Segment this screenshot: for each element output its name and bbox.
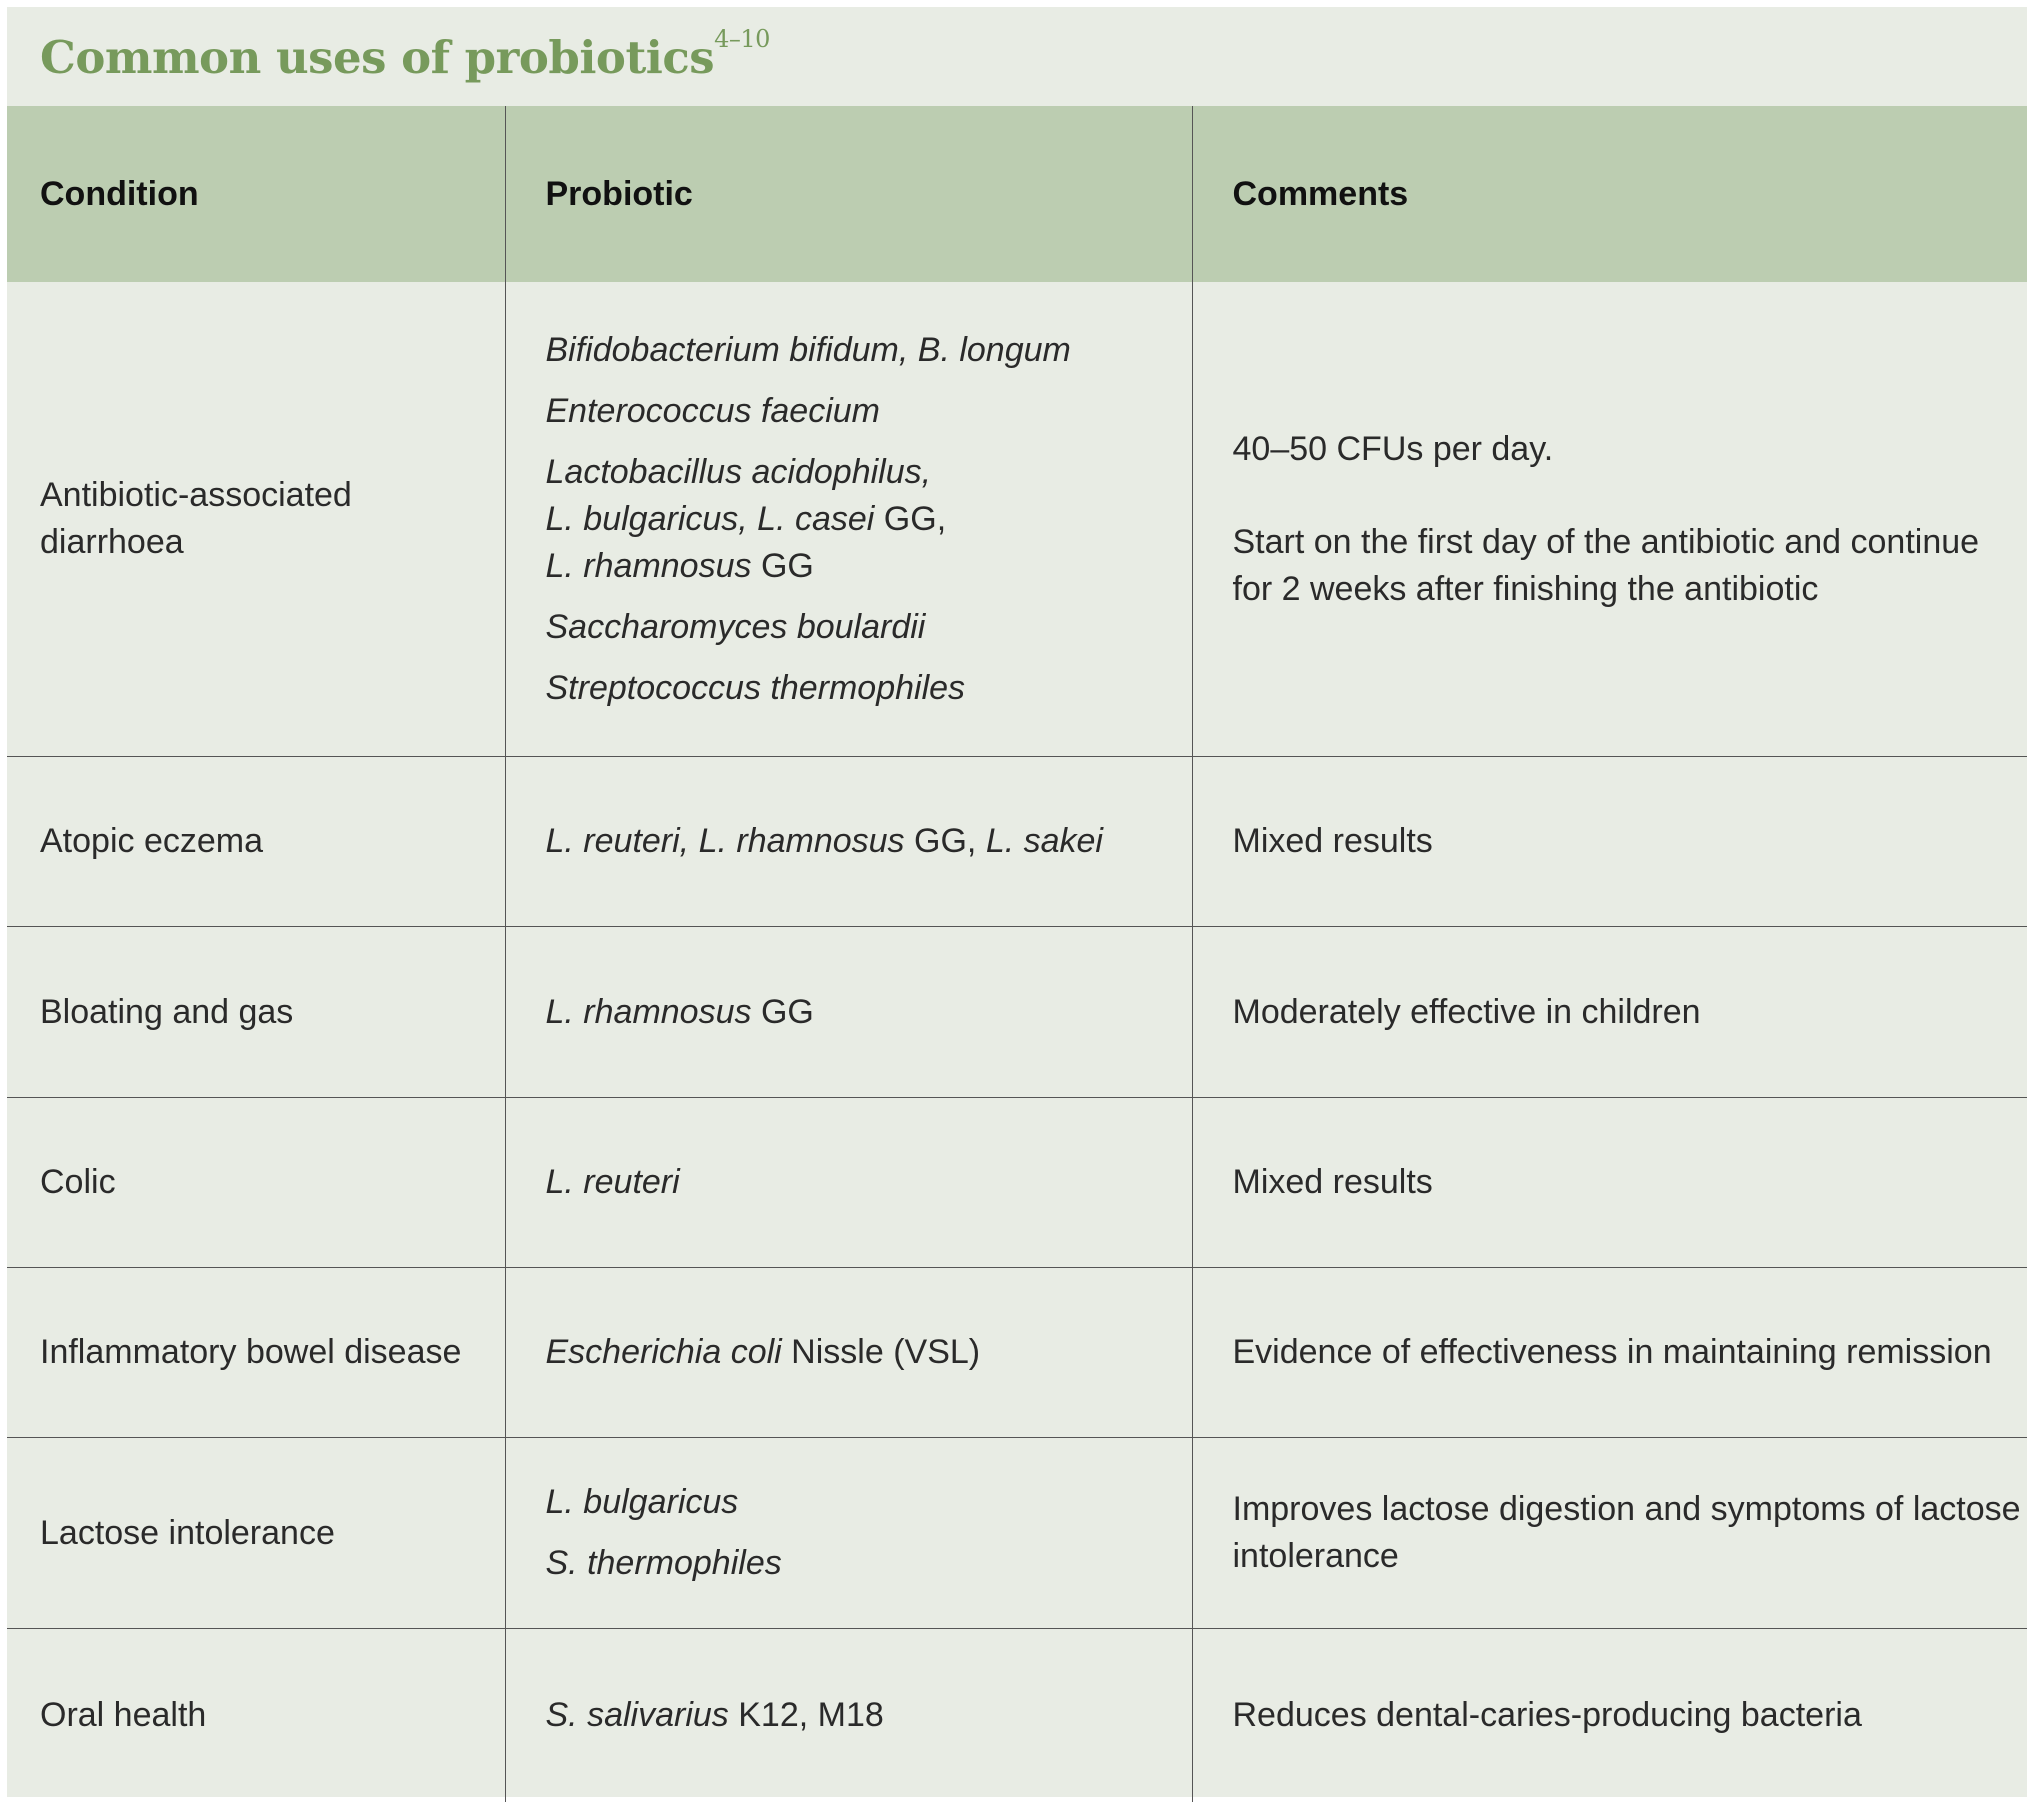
probiotic-entry: S. thermophiles [545, 1544, 782, 1582]
title-text: Common uses of probiotics [40, 31, 715, 84]
condition-cell: Colic [7, 1098, 505, 1268]
comments-cell: Improves lactose digestion and symptoms of lactose intolerance [1192, 1438, 2027, 1629]
probiotic-entry: Saccharomyces boulardii [545, 607, 926, 646]
strain-name: GG [760, 992, 814, 1031]
table-header [7, 106, 2027, 282]
probiotic-entry: Bifidobacterium bifidum, B. longum [545, 330, 1071, 369]
comments-cell: Reduces dental-caries-producing bacteria [1192, 1629, 2027, 1803]
probiotic-cell [505, 757, 1192, 927]
species-name: L. bulgaricus, L. casei [545, 499, 875, 538]
probiotic-entry: Enterococcus faecium [545, 391, 880, 430]
header-row [7, 106, 2027, 282]
probiotic-entry [546, 449, 1192, 590]
comments-cell: Mixed results [1192, 757, 2027, 927]
strain-name: GG, [883, 499, 947, 538]
probiotic-cell [505, 927, 1192, 1098]
probiotic-cell [505, 1438, 1192, 1629]
table-row [7, 1268, 2027, 1438]
table-row [7, 927, 2027, 1098]
species-name: L. sakei [985, 822, 1103, 860]
table-row [7, 282, 2027, 757]
table-body [7, 282, 2027, 1802]
comments-cell [1192, 282, 2027, 757]
strain-name: Nissle (VSL) [791, 1333, 981, 1371]
species-name: Lactobacillus acidophilus, [545, 452, 932, 491]
probiotic-cell [505, 1268, 1192, 1438]
comment-paragraph: Start on the first day of the antibiotic and continue for 2 weeks after finishing the antibiotic [1232, 522, 1980, 608]
probiotic-entry: L. bulgaricus [545, 1483, 739, 1521]
table-row [7, 1098, 2027, 1268]
condition-cell: Lactose intolerance [7, 1438, 505, 1629]
strain-name: GG [760, 546, 814, 585]
strain-name: GG, [914, 822, 977, 860]
probiotic-entry: Streptococcus thermophiles [545, 668, 966, 707]
species-name: L. reuteri, L. rhamnosus [545, 822, 905, 860]
condition-cell: Oral health [7, 1629, 505, 1803]
header-probiotic: Probiotic [505, 106, 1192, 282]
table-row [7, 1629, 2027, 1803]
strain-name: K12, M18 [738, 1696, 884, 1734]
species-name: L. rhamnosus [545, 546, 752, 585]
table-row [7, 757, 2027, 927]
condition-cell: Antibiotic-associated diarrhoea [40, 476, 352, 561]
probiotics-panel [7, 7, 2027, 1797]
table-title [40, 25, 770, 84]
species-name: S. salivarius [545, 1696, 729, 1734]
probiotic-cell [505, 282, 1192, 757]
species-name: L. rhamnosus [545, 992, 752, 1031]
species-name: Escherichia coli [545, 1333, 782, 1371]
condition-cell: Inflammatory bowel disease [7, 1268, 505, 1438]
header-comments: Comments [1192, 106, 2027, 282]
comments-cell: Mixed results [1192, 1098, 2027, 1268]
condition-cell: Atopic eczema [7, 757, 505, 927]
title-bar [7, 7, 2027, 106]
probiotics-table [7, 106, 2027, 1802]
title-reference: 4–10 [714, 25, 770, 53]
probiotic-cell [505, 1629, 1192, 1803]
condition-cell: Bloating and gas [7, 927, 505, 1098]
header-condition: Condition [7, 106, 505, 282]
table-row [7, 1438, 2027, 1629]
probiotic-cell [505, 1098, 1192, 1268]
comments-cell: Evidence of effectiveness in maintaining remission [1192, 1268, 2027, 1438]
comments-cell: Moderately effective in children [1192, 927, 2027, 1098]
species-name: L. reuteri [545, 1163, 680, 1201]
comment-paragraph: 40–50 CFUs per day. [1232, 429, 1554, 468]
